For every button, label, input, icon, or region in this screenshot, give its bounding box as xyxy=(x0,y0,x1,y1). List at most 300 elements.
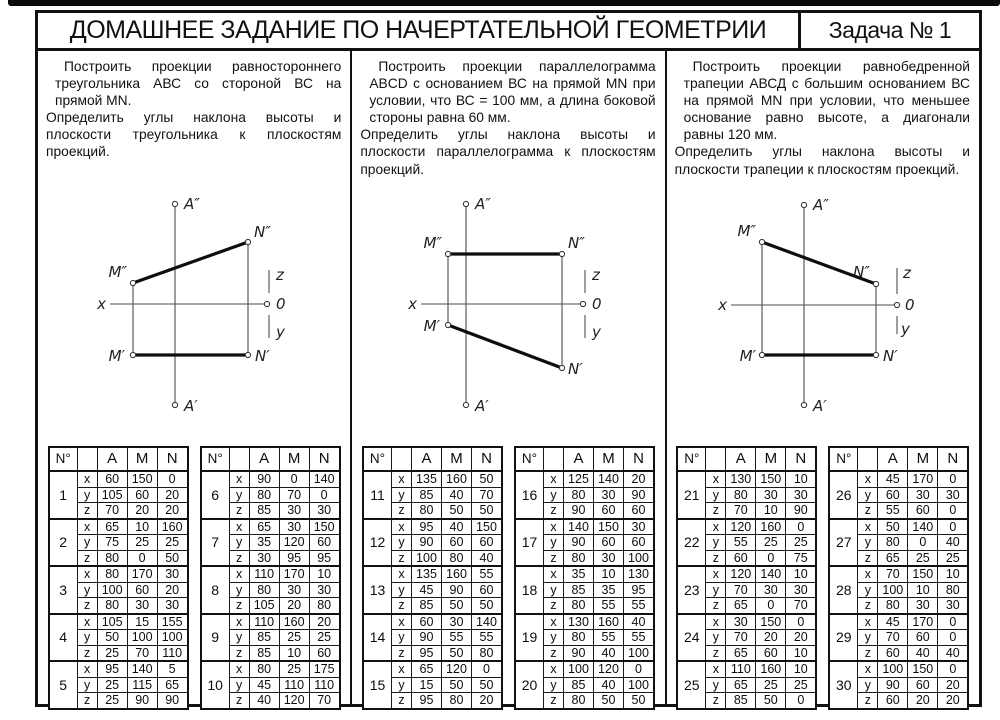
coordinate-value: 20 xyxy=(127,503,157,519)
coordinate-value: 80 xyxy=(97,566,127,582)
table-header-row xyxy=(201,447,340,471)
coordinate-value: 100 xyxy=(563,661,593,677)
coordinate-value: 35 xyxy=(249,535,279,551)
task-text-block xyxy=(352,51,664,190)
coordinate-value: 50 xyxy=(441,677,471,693)
label-y: y xyxy=(592,323,602,341)
coordinate-value: 100 xyxy=(127,630,157,646)
coordinate-value: 85 xyxy=(563,677,593,693)
coordinate-value: 100 xyxy=(623,677,654,693)
label-M2: M″ xyxy=(737,222,756,240)
label-z: z xyxy=(276,266,284,284)
axis-label: z xyxy=(229,550,249,566)
table-row xyxy=(363,471,502,487)
coordinate-value: 0 xyxy=(786,614,817,630)
variant-number: 10 xyxy=(201,661,230,709)
coordinate-value: 100 xyxy=(157,630,188,646)
task-text-block xyxy=(38,51,350,190)
table-row xyxy=(515,566,654,582)
axis-label: y xyxy=(77,582,97,598)
coordinate-value: 25 xyxy=(157,535,188,551)
coordinate-value: 120 xyxy=(726,519,756,535)
axis-label: z xyxy=(543,503,563,519)
axis-label: y xyxy=(543,582,563,598)
axis-label: y xyxy=(706,582,726,598)
header-point-N: N xyxy=(309,447,340,471)
coordinate-value: 40 xyxy=(441,487,471,503)
coordinate-value: 40 xyxy=(471,550,502,566)
axis-label: z xyxy=(391,550,411,566)
coordinate-value: 70 xyxy=(726,582,756,598)
coordinate-value: 95 xyxy=(411,693,441,709)
variant-number: 25 xyxy=(677,661,706,709)
variant-number: 14 xyxy=(363,614,392,662)
coordinate-value: 10 xyxy=(786,471,817,487)
coordinate-value: 50 xyxy=(471,503,502,519)
coordinate-value: 60 xyxy=(127,582,157,598)
coordinate-value: 80 xyxy=(563,598,593,614)
axis-label: x xyxy=(706,471,726,487)
variants-table-26-30 xyxy=(828,446,969,710)
variants-table-16-20 xyxy=(514,446,655,710)
coordinate-value: 110 xyxy=(279,677,309,693)
coordinate-value: 170 xyxy=(279,566,309,582)
coordinate-value: 60 xyxy=(411,614,441,630)
coordinate-value: 25 xyxy=(279,661,309,677)
coordinate-value: 70 xyxy=(127,645,157,661)
coordinate-value: 85 xyxy=(249,630,279,646)
coordinate-value: 100 xyxy=(878,582,908,598)
page-title: ДОМАШНЕЕ ЗАДАНИЕ ПО НАЧЕРТАТЕЛЬНОЙ ГЕОМЕТРИИ xyxy=(69,16,767,44)
axis-label: y xyxy=(543,487,563,503)
coordinate-value: 45 xyxy=(878,471,908,487)
coordinate-value: 80 xyxy=(563,630,593,646)
variant-number: 22 xyxy=(677,519,706,567)
table-row xyxy=(363,614,502,630)
coordinate-value: 65 xyxy=(249,519,279,535)
header-point-A: A xyxy=(411,447,441,471)
coordinate-value: 60 xyxy=(471,582,502,598)
coordinate-value: 0 xyxy=(938,630,969,646)
coordinate-value: 80 xyxy=(563,487,593,503)
header-point-M: M xyxy=(279,447,309,471)
axis-label: x xyxy=(77,661,97,677)
coordinate-value: 20 xyxy=(938,677,969,693)
axis-label: z xyxy=(858,693,878,709)
coordinate-value: 25 xyxy=(97,693,127,709)
header-point-M: M xyxy=(127,447,157,471)
label-A1: A′ xyxy=(812,397,827,415)
axis-label: x xyxy=(706,566,726,582)
header-point-A: A xyxy=(249,447,279,471)
coordinate-value: 130 xyxy=(623,566,654,582)
variant-number: 9 xyxy=(201,614,230,662)
coordinate-value: 30 xyxy=(157,598,188,614)
table-row xyxy=(829,471,968,487)
coordinate-value: 50 xyxy=(471,471,502,487)
header-point-N: N xyxy=(623,447,654,471)
label-z: z xyxy=(902,264,911,282)
coordinate-value: 40 xyxy=(593,645,623,661)
coordinate-value: 115 xyxy=(127,677,157,693)
coordinate-value: 125 xyxy=(563,471,593,487)
variant-number: 1 xyxy=(49,471,78,519)
table-row xyxy=(363,519,502,535)
coordinate-value: 100 xyxy=(97,582,127,598)
label-y: y xyxy=(900,320,910,338)
coordinate-value: 25 xyxy=(908,550,938,566)
coordinate-value: 60 xyxy=(593,503,623,519)
header-point-A: A xyxy=(878,447,908,471)
coordinate-value: 140 xyxy=(593,471,623,487)
axis-label: z xyxy=(706,693,726,709)
variant-number: 19 xyxy=(515,614,544,662)
coordinate-value: 65 xyxy=(157,677,188,693)
coordinate-value: 65 xyxy=(97,519,127,535)
task-number: Задача № 1 xyxy=(798,13,979,48)
coordinate-value: 105 xyxy=(97,487,127,503)
axis-label: x xyxy=(706,614,726,630)
coordinate-value: 50 xyxy=(756,693,786,709)
coordinate-value: 90 xyxy=(563,503,593,519)
coordinate-value: 110 xyxy=(157,645,188,661)
coordinate-value: 55 xyxy=(878,503,908,519)
axis-label: x xyxy=(229,471,249,487)
axis-label: y xyxy=(858,582,878,598)
label-N2: N″ xyxy=(852,263,870,281)
coordinate-value: 70 xyxy=(726,630,756,646)
coordinate-value: 110 xyxy=(726,661,756,677)
coordinate-value: 60 xyxy=(623,535,654,551)
variants-table-6-10 xyxy=(200,446,341,710)
label-O: 0 xyxy=(592,295,602,313)
coordinate-value: 60 xyxy=(878,645,908,661)
axis-label: z xyxy=(858,645,878,661)
coordinate-value: 170 xyxy=(908,471,938,487)
axis-label: y xyxy=(391,582,411,598)
table-row xyxy=(201,566,340,582)
coordinate-value: 100 xyxy=(411,550,441,566)
coordinate-value: 155 xyxy=(157,614,188,630)
coordinate-value: 40 xyxy=(938,645,969,661)
axis-label: z xyxy=(77,693,97,709)
coordinate-value: 30 xyxy=(127,598,157,614)
axis-label: y xyxy=(858,535,878,551)
table-row xyxy=(677,661,816,677)
coordinate-value: 10 xyxy=(309,566,340,582)
coordinate-value: 20 xyxy=(157,487,188,503)
coordinate-value: 30 xyxy=(279,503,309,519)
coordinate-value: 20 xyxy=(908,693,938,709)
coordinate-value: 40 xyxy=(908,645,938,661)
coordinate-value: 70 xyxy=(878,630,908,646)
axis-label: x xyxy=(77,519,97,535)
coordinate-value: 160 xyxy=(441,471,471,487)
axis-label: y xyxy=(706,630,726,646)
label-A1: A′ xyxy=(475,397,489,415)
label-x: x xyxy=(717,296,727,314)
header-axis-blank xyxy=(391,447,411,471)
coordinate-value: 100 xyxy=(878,661,908,677)
coordinate-value: 140 xyxy=(309,471,340,487)
coordinate-value: 90 xyxy=(786,503,817,519)
coordinate-value: 30 xyxy=(157,566,188,582)
header-number: N° xyxy=(677,447,706,471)
axis-label: y xyxy=(229,677,249,693)
header-number: N° xyxy=(363,447,392,471)
variant-number: 16 xyxy=(515,471,544,519)
coordinate-value: 40 xyxy=(938,535,969,551)
coordinate-value: 65 xyxy=(726,645,756,661)
task-question: Определить углы наклона высоты и плоскости параллелограмма к плоскостям проекций. xyxy=(360,127,656,177)
axis-label: y xyxy=(77,677,97,693)
coordinate-value: 30 xyxy=(726,614,756,630)
coordinate-value: 60 xyxy=(878,693,908,709)
coordinate-value: 120 xyxy=(279,535,309,551)
coordinate-value: 105 xyxy=(97,614,127,630)
coordinate-value: 85 xyxy=(249,503,279,519)
coordinate-value: 80 xyxy=(441,550,471,566)
coordinate-value: 85 xyxy=(411,487,441,503)
worksheet xyxy=(35,10,982,707)
coordinate-value: 0 xyxy=(786,693,817,709)
coordinate-value: 70 xyxy=(97,503,127,519)
coordinate-value: 0 xyxy=(623,661,654,677)
coordinate-value: 20 xyxy=(157,503,188,519)
variants-table-11-15 xyxy=(362,446,503,710)
header-axis-blank xyxy=(706,447,726,471)
coordinate-value: 30 xyxy=(309,582,340,598)
axis-label: z xyxy=(543,550,563,566)
coordinate-value: 20 xyxy=(786,630,817,646)
coordinate-value: 0 xyxy=(756,550,786,566)
variant-number: 7 xyxy=(201,519,230,567)
variant-number: 13 xyxy=(363,566,392,614)
coordinate-value: 10 xyxy=(786,645,817,661)
coordinate-value: 80 xyxy=(563,693,593,709)
coordinate-value: 160 xyxy=(593,614,623,630)
coordinate-value: 70 xyxy=(726,503,756,519)
coordinate-value: 0 xyxy=(938,519,969,535)
table-row xyxy=(49,519,188,535)
variant-number: 30 xyxy=(829,661,858,709)
coordinate-value: 140 xyxy=(563,519,593,535)
coordinate-value: 160 xyxy=(441,566,471,582)
header-axis-blank xyxy=(229,447,249,471)
column-trapezoid xyxy=(665,51,979,707)
header-point-M: M xyxy=(593,447,623,471)
coordinate-value: 30 xyxy=(786,487,817,503)
coordinate-value: 95 xyxy=(279,550,309,566)
header-point-N: N xyxy=(938,447,969,471)
coordinate-value: 90 xyxy=(563,645,593,661)
header-point-A: A xyxy=(726,447,756,471)
variant-number: 29 xyxy=(829,614,858,662)
label-x: x xyxy=(408,295,418,313)
coordinate-value: 95 xyxy=(411,645,441,661)
coordinate-value: 0 xyxy=(756,598,786,614)
coordinate-value: 130 xyxy=(563,614,593,630)
coordinate-value: 70 xyxy=(786,598,817,614)
coordinate-value: 85 xyxy=(726,693,756,709)
coordinate-value: 25 xyxy=(756,677,786,693)
coordinate-value: 80 xyxy=(471,645,502,661)
axis-label: y xyxy=(229,487,249,503)
table-row xyxy=(677,471,816,487)
axis-label: z xyxy=(229,503,249,519)
axis-label: y xyxy=(391,487,411,503)
variant-number: 23 xyxy=(677,566,706,614)
variant-number: 12 xyxy=(363,519,392,567)
coordinate-value: 140 xyxy=(908,519,938,535)
axis-label: x xyxy=(543,566,563,582)
axis-label: x xyxy=(543,471,563,487)
coordinate-value: 30 xyxy=(756,582,786,598)
table-row xyxy=(677,519,816,535)
coordinate-value: 90 xyxy=(249,471,279,487)
header-number: N° xyxy=(515,447,544,471)
label-O: 0 xyxy=(904,296,915,314)
table-row xyxy=(677,566,816,582)
coordinate-value: 55 xyxy=(593,598,623,614)
coordinate-value: 150 xyxy=(756,471,786,487)
axis-label: x xyxy=(391,566,411,582)
coordinate-value: 20 xyxy=(157,582,188,598)
coordinate-value: 80 xyxy=(878,535,908,551)
variant-number: 5 xyxy=(49,661,78,709)
coordinate-value: 0 xyxy=(309,487,340,503)
coordinate-value: 135 xyxy=(411,566,441,582)
axis-label: z xyxy=(77,598,97,614)
coordinate-value: 30 xyxy=(279,519,309,535)
axis-label: z xyxy=(706,598,726,614)
axis-label: x xyxy=(543,519,563,535)
coordinate-value: 30 xyxy=(908,598,938,614)
coordinate-value: 20 xyxy=(279,598,309,614)
coordinate-value: 20 xyxy=(309,614,340,630)
title-bar xyxy=(38,13,979,51)
axis-label: y xyxy=(229,535,249,551)
axis-label: y xyxy=(543,535,563,551)
coordinate-value: 30 xyxy=(593,550,623,566)
table-header-row xyxy=(829,447,968,471)
task-text-block xyxy=(667,51,979,190)
coordinate-value: 30 xyxy=(756,487,786,503)
axis-label: x xyxy=(706,661,726,677)
axis-label: x xyxy=(229,519,249,535)
axis-label: z xyxy=(706,550,726,566)
coordinate-value: 25 xyxy=(97,645,127,661)
table-row xyxy=(515,661,654,677)
coordinate-value: 120 xyxy=(441,661,471,677)
coordinate-value: 80 xyxy=(249,487,279,503)
axis-label: y xyxy=(229,582,249,598)
coordinate-value: 90 xyxy=(623,487,654,503)
axis-label: y xyxy=(706,535,726,551)
coordinate-value: 60 xyxy=(908,630,938,646)
task-statement: Построить проекции равнобедренной трапеции АВСД с большим основанием ВС на прямой MN при условии, что меньшее основание равно высоте, а диагонали равны 120 мм. xyxy=(683,59,970,143)
coordinate-value: 160 xyxy=(279,614,309,630)
coordinate-value: 150 xyxy=(309,519,340,535)
header-number: N° xyxy=(829,447,858,471)
label-A2: A″ xyxy=(184,195,200,213)
axis-label: y xyxy=(391,630,411,646)
coordinate-value: 30 xyxy=(786,582,817,598)
header-axis-blank xyxy=(858,447,878,471)
axis-label: z xyxy=(543,598,563,614)
variant-number: 4 xyxy=(49,614,78,662)
table-row xyxy=(515,519,654,535)
coordinate-value: 120 xyxy=(593,661,623,677)
table-row xyxy=(829,614,968,630)
coordinate-value: 70 xyxy=(471,487,502,503)
axis-label: z xyxy=(391,693,411,709)
variant-number: 27 xyxy=(829,519,858,567)
axis-label: z xyxy=(391,598,411,614)
axis-label: y xyxy=(543,677,563,693)
coordinate-value: 90 xyxy=(563,535,593,551)
coordinate-value: 60 xyxy=(97,471,127,487)
coordinate-value: 85 xyxy=(249,645,279,661)
coordinate-value: 60 xyxy=(309,535,340,551)
axis-label: x xyxy=(229,661,249,677)
label-M2: M″ xyxy=(423,234,443,252)
header-point-N: N xyxy=(471,447,502,471)
table-row xyxy=(201,471,340,487)
coordinate-value: 60 xyxy=(309,645,340,661)
coordinate-value: 95 xyxy=(97,661,127,677)
scan-artifact-strip xyxy=(8,0,1000,6)
coordinate-value: 50 xyxy=(878,519,908,535)
variant-number: 15 xyxy=(363,661,392,709)
coordinate-value: 10 xyxy=(786,661,817,677)
axis-label: z xyxy=(391,645,411,661)
coordinate-value: 90 xyxy=(127,693,157,709)
table-header-row xyxy=(515,447,654,471)
axis-label: x xyxy=(858,566,878,582)
coordinate-value: 55 xyxy=(726,535,756,551)
coordinate-value: 90 xyxy=(157,693,188,709)
column-triangle xyxy=(38,51,350,707)
label-N1: N′ xyxy=(568,360,583,378)
coordinate-value: 60 xyxy=(756,645,786,661)
variant-number: 17 xyxy=(515,519,544,567)
coordinate-value: 25 xyxy=(786,535,817,551)
coordinate-value: 80 xyxy=(309,598,340,614)
table-row xyxy=(515,614,654,630)
content-area xyxy=(38,51,979,707)
task-statement: Построить проекции параллелограмма ABCD с основанием ВС на прямой MN при условии, что ВС = 100 мм, а длина боковой стороны равна 60 мм. xyxy=(369,59,656,126)
coordinate-value: 85 xyxy=(563,582,593,598)
coordinate-value: 90 xyxy=(441,582,471,598)
label-O: 0 xyxy=(276,295,286,313)
label-N1: N′ xyxy=(255,347,270,365)
projection-diagram xyxy=(38,190,352,442)
label-N2: N″ xyxy=(254,223,271,241)
coordinate-value: 0 xyxy=(908,535,938,551)
coordinate-value: 80 xyxy=(97,550,127,566)
coordinate-value: 60 xyxy=(908,677,938,693)
label-z: z xyxy=(592,266,601,284)
coordinate-value: 0 xyxy=(938,471,969,487)
coordinate-value: 30 xyxy=(623,519,654,535)
task-question: Определить углы наклона высоты и плоскости треугольника к плоскостям проекций. xyxy=(46,110,342,160)
coordinate-value: 10 xyxy=(908,582,938,598)
header-point-N: N xyxy=(157,447,188,471)
axis-label: x xyxy=(391,471,411,487)
variant-number: 26 xyxy=(829,471,858,519)
coordinate-value: 120 xyxy=(726,566,756,582)
